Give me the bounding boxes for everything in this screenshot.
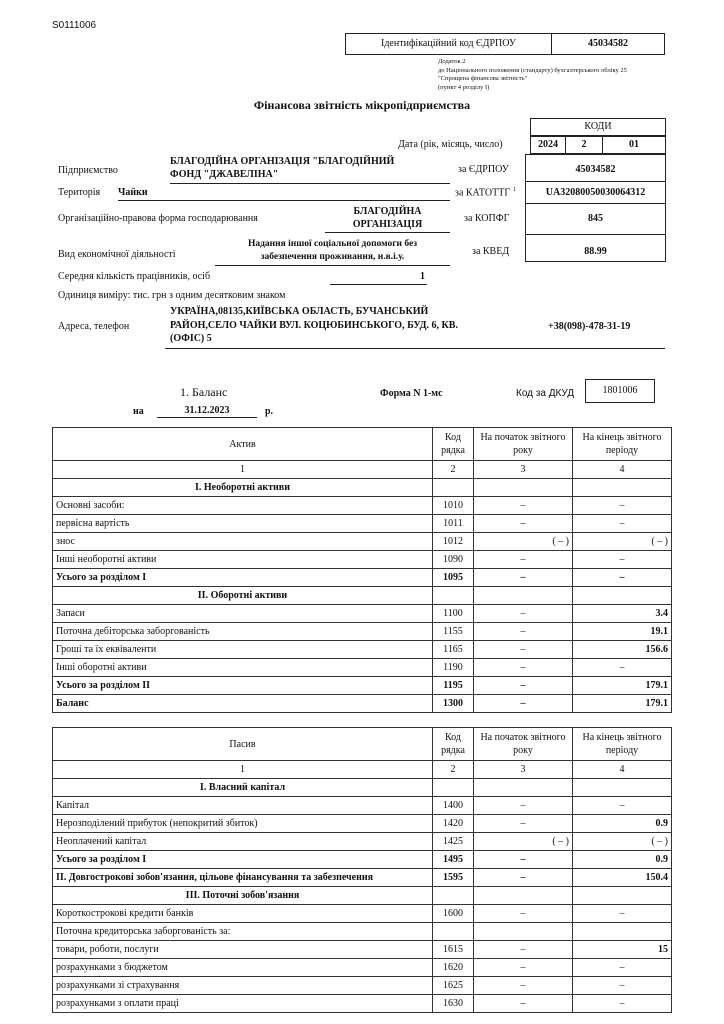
enterprise-name (170, 155, 450, 184)
territory-label: Територія (58, 187, 101, 198)
row-code: 1595 (433, 869, 474, 887)
activity-value (215, 238, 450, 266)
address-line: (ОФІС) 5 (170, 333, 212, 344)
row-start-value: – (474, 797, 573, 815)
row-end-value (573, 923, 672, 941)
code-day: 01 (602, 136, 666, 154)
row-start-value: – (474, 977, 573, 995)
table-row (53, 641, 672, 659)
row-end-value: 156.6 (573, 641, 672, 659)
legal-form-value (325, 205, 450, 233)
row-code: 1625 (433, 977, 474, 995)
row-name: І. Власний капітал (53, 779, 433, 797)
kopfg-label: за КОПФГ (464, 213, 510, 224)
row-end-value (573, 587, 672, 605)
section-row (53, 779, 672, 797)
employees-label: Середня кількість працівників, осіб (58, 271, 211, 282)
row-name: Усього за розділом ІІ (53, 677, 433, 695)
address-line: РАЙОН,СЕЛО ЧАЙКИ ВУЛ. КОЦЮБИНСЬКОГО, БУД. 6, КВ. (170, 319, 458, 331)
row-end-value: – (573, 515, 672, 533)
phone-value: +38(098)-478-31-19 (548, 321, 631, 332)
row-start-value: – (474, 941, 573, 959)
row-name: Основні засоби: (53, 497, 433, 515)
row-start-value: – (474, 815, 573, 833)
address-label: Адреса, телефон (58, 321, 130, 332)
code-katottg: UA32080050030064312 (545, 187, 646, 198)
row-code: 1095 (433, 569, 474, 587)
row-name: ІІІ. Поточні зобов'язання (53, 887, 433, 905)
column-number-row (53, 461, 672, 479)
edrpou-label: за ЄДРПОУ (458, 164, 509, 175)
territory-value: Чайки (118, 187, 450, 201)
katottg-label (455, 187, 516, 198)
row-end-value: – (573, 905, 672, 923)
row-code (433, 779, 474, 797)
table-row (53, 905, 672, 923)
address-underline (165, 348, 665, 349)
row-name: Усього за розділом І (53, 569, 433, 587)
row-code: 1011 (433, 515, 474, 533)
table-row (53, 833, 672, 851)
row-start-value: – (474, 623, 573, 641)
row-end-value: – (573, 797, 672, 815)
row-code: 1420 (433, 815, 474, 833)
section-row (53, 479, 672, 497)
row-end-value: 0.9 (573, 815, 672, 833)
table-row (53, 551, 672, 569)
table-row (53, 605, 672, 623)
row-code (433, 887, 474, 905)
row-name: ІІ. Оборотні активи (53, 587, 433, 605)
row-start-value: – (474, 659, 573, 677)
row-start-value (474, 887, 573, 905)
date-label: Дата (рік, місяць, число) (398, 139, 503, 150)
table-row (53, 977, 672, 995)
row-name: Нерозподілений прибуток (непокритий збиток) (53, 815, 433, 833)
row-code (433, 587, 474, 605)
row-name: Баланс (53, 695, 433, 713)
row-start-value (474, 923, 573, 941)
row-end-value: 179.1 (573, 677, 672, 695)
col-number: 4 (573, 761, 672, 779)
appendix-line: "Спрощена фінансова звітність" (438, 75, 528, 82)
table-row (53, 695, 672, 713)
code-month: 2 (565, 136, 603, 154)
legal-form-line: БЛАГОДІЙНА (353, 206, 422, 217)
col-header-asset: Актив (53, 428, 433, 461)
assets-table (52, 427, 672, 713)
row-name: розрахунками з бюджетом (53, 959, 433, 977)
unit-label: Одиниця виміру: тис. грн з одним десятковим знаком (58, 290, 286, 301)
row-code: 1425 (433, 833, 474, 851)
row-name: первісна вартість (53, 515, 433, 533)
row-code: 1090 (433, 551, 474, 569)
codes-divider (525, 181, 666, 182)
table-row (53, 677, 672, 695)
table-row (53, 533, 672, 551)
employees-value: 1 (330, 271, 427, 285)
liabilities-table (52, 727, 672, 1013)
row-name: Інші необоротні активи (53, 551, 433, 569)
section-row (53, 887, 672, 905)
row-start-value: – (474, 551, 573, 569)
address-value (170, 305, 550, 346)
table-row (53, 515, 672, 533)
address-line: УКРАЇНА,08135,КИЇВСЬКА ОБЛАСТЬ, БУЧАНСЬКИЙ (170, 306, 429, 317)
row-end-value: – (573, 959, 672, 977)
table-row (53, 995, 672, 1013)
row-code: 1300 (433, 695, 474, 713)
row-name: розрахунками зі страхування (53, 977, 433, 995)
codes-divider (525, 203, 666, 204)
form-code: S0111006 (52, 20, 97, 31)
activity-line: Надання іншої соціальної допомоги без (247, 239, 418, 249)
code-year: 2024 (530, 136, 566, 154)
edrpou-header-label: Ідентифікаційний код ЄДРПОУ (346, 34, 552, 54)
row-start-value: – (474, 851, 573, 869)
row-code: 1495 (433, 851, 474, 869)
row-start-value: – (474, 695, 573, 713)
row-end-value: 15 (573, 941, 672, 959)
row-code (433, 479, 474, 497)
row-name: Гроші та їх еквіваленти (53, 641, 433, 659)
col-header-code: Код рядка (433, 728, 474, 761)
form-number: Форма N 1-мс (380, 388, 443, 399)
row-start-value (474, 779, 573, 797)
row-code: 1010 (433, 497, 474, 515)
row-end-value (573, 779, 672, 797)
dkud-value: 1801006 (585, 379, 655, 403)
col-header-end: На кінець звітного періоду (573, 428, 672, 461)
legal-form-line: ОРГАНІЗАЦІЯ (352, 219, 423, 230)
col-number: 1 (53, 761, 433, 779)
codes-divider (525, 234, 666, 235)
row-name: знос (53, 533, 433, 551)
row-end-value (573, 887, 672, 905)
enterprise-label: Підприємство (58, 165, 118, 176)
activity-label: Вид економічної діяльності (58, 249, 176, 260)
row-code: 1630 (433, 995, 474, 1013)
table-row (53, 815, 672, 833)
row-end-value: – (573, 569, 672, 587)
row-end-value: ( – ) (573, 833, 672, 851)
dkud-label: Код за ДКУД (516, 388, 575, 399)
col-number: 4 (573, 461, 672, 479)
row-end-value: – (573, 977, 672, 995)
code-kved: 88.99 (584, 246, 607, 257)
code-kopfg: 845 (588, 213, 603, 224)
col-number: 3 (474, 761, 573, 779)
row-code (433, 923, 474, 941)
row-code: 1400 (433, 797, 474, 815)
row-end-value: 150.4 (573, 869, 672, 887)
row-code: 1620 (433, 959, 474, 977)
table-row (53, 623, 672, 641)
date-suffix: р. (265, 406, 274, 417)
table-row (53, 869, 672, 887)
row-name: Поточна дебіторська заборгованість (53, 623, 433, 641)
row-name: розрахунками з оплати праці (53, 995, 433, 1013)
col-number: 2 (433, 461, 474, 479)
page-title: Фінансова звітність мікропідприємства (253, 98, 471, 112)
date-on-label: на (133, 406, 144, 417)
appendix-note (438, 58, 627, 92)
row-start-value (474, 587, 573, 605)
table-row (53, 497, 672, 515)
table-row (53, 659, 672, 677)
col-number: 2 (433, 761, 474, 779)
legal-form-label: Організаційно-правова форма господарювання (58, 213, 258, 224)
row-start-value: – (474, 959, 573, 977)
col-header-start: На початок звітного року (474, 728, 573, 761)
row-start-value: – (474, 905, 573, 923)
row-start-value (474, 479, 573, 497)
row-name: Неоплачений капітал (53, 833, 433, 851)
row-code: 1195 (433, 677, 474, 695)
table-header-row (53, 728, 672, 761)
row-start-value: – (474, 497, 573, 515)
row-end-value: – (573, 497, 672, 515)
row-code: 1012 (433, 533, 474, 551)
activity-line: забезпечення проживання, н.в.і.у. (260, 252, 405, 262)
balance-title: 1. Баланс (180, 385, 228, 399)
table-row (53, 923, 672, 941)
katottg-label-text: за КАТОТТГ (455, 187, 511, 199)
col-header-code: Код рядка (433, 428, 474, 461)
row-start-value: – (474, 515, 573, 533)
row-end-value: ( – ) (573, 533, 672, 551)
row-start-value: – (474, 995, 573, 1013)
row-end-value: 19.1 (573, 623, 672, 641)
row-name: Усього за розділом І (53, 851, 433, 869)
row-name: Короткострокові кредити банків (53, 905, 433, 923)
row-end-value: – (573, 659, 672, 677)
col-header-liability: Пасив (53, 728, 433, 761)
kved-label: за КВЕД (472, 246, 510, 257)
row-start-value: – (474, 869, 573, 887)
col-header-end: На кінець звітного періоду (573, 728, 672, 761)
row-end-value: 179.1 (573, 695, 672, 713)
edrpou-header-box (345, 33, 665, 55)
row-start-value: ( – ) (474, 833, 573, 851)
row-start-value: – (474, 605, 573, 623)
row-end-value (573, 479, 672, 497)
row-end-value: – (573, 995, 672, 1013)
katottg-footnote: 1 (513, 187, 517, 193)
row-code: 1600 (433, 905, 474, 923)
table-row (53, 851, 672, 869)
table-row (53, 569, 672, 587)
row-end-value: – (573, 551, 672, 569)
row-name: І. Необоротні активи (53, 479, 433, 497)
column-number-row (53, 761, 672, 779)
col-header-start: На початок звітного року (474, 428, 573, 461)
appendix-line: (пункт 4 розділу I) (438, 83, 490, 91)
codes-header: КОДИ (530, 118, 666, 136)
table-row (53, 797, 672, 815)
row-name: Капітал (53, 797, 433, 815)
col-number: 3 (474, 461, 573, 479)
row-name: ІІ. Довгострокові зобов'язання, цільове фінансування та забезпечення (53, 869, 433, 887)
table-header-row (53, 428, 672, 461)
row-name: товари, роботи, послуги (53, 941, 433, 959)
enterprise-line: ФОНД "ДЖАВЕЛІНА" (170, 169, 279, 180)
balance-date: 31.12.2023 (157, 405, 257, 418)
section-row (53, 587, 672, 605)
appendix-line: Додаток 2 (438, 58, 466, 65)
edrpou-header-value: 45034582 (588, 38, 628, 49)
row-code: 1155 (433, 623, 474, 641)
row-code: 1165 (433, 641, 474, 659)
table-row (53, 941, 672, 959)
row-name: Поточна кредиторська заборгованість за: (53, 923, 433, 941)
table-row (53, 959, 672, 977)
code-edrpou: 45034582 (575, 164, 616, 175)
row-end-value: 3.4 (573, 605, 672, 623)
row-name: Інші оборотні активи (53, 659, 433, 677)
col-number: 1 (53, 461, 433, 479)
row-name: Запаси (53, 605, 433, 623)
row-code: 1100 (433, 605, 474, 623)
row-end-value: 0.9 (573, 851, 672, 869)
row-start-value: ( – ) (474, 533, 573, 551)
row-start-value: – (474, 677, 573, 695)
enterprise-line: БЛАГОДІЙНА ОРГАНІЗАЦІЯ "БЛАГОДІЙНИЙ (170, 156, 395, 167)
row-code: 1190 (433, 659, 474, 677)
appendix-line: до Національного положення (стандарту) бухгалтерського обліку 25 (438, 66, 627, 74)
row-start-value: – (474, 569, 573, 587)
row-code: 1615 (433, 941, 474, 959)
row-start-value: – (474, 641, 573, 659)
